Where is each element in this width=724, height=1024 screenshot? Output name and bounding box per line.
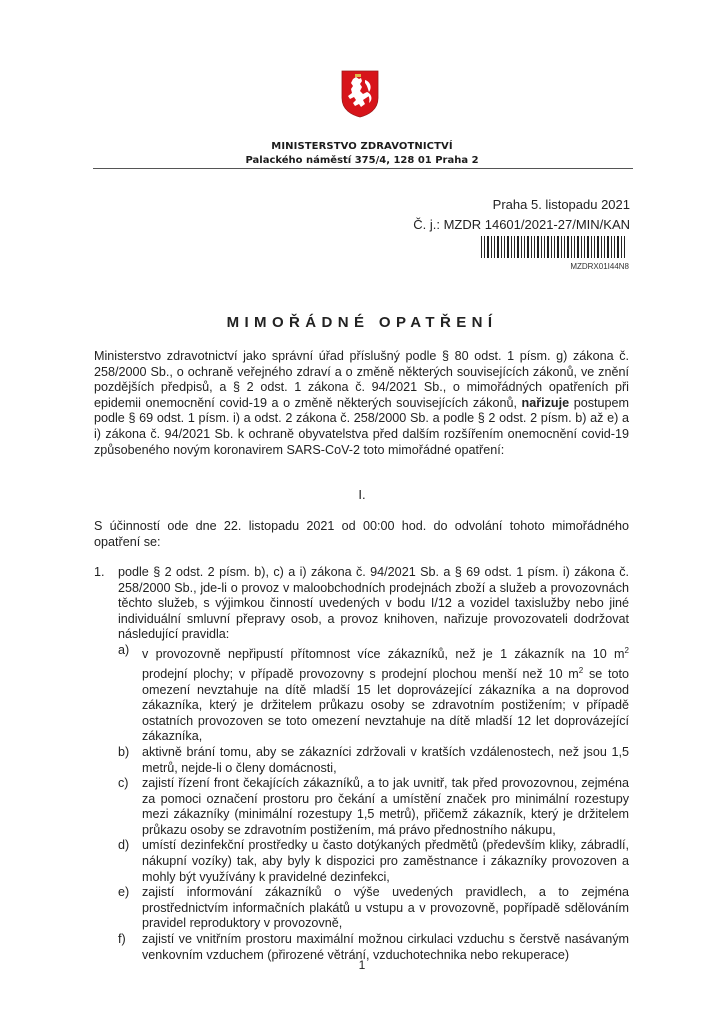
subitem-text: zajistí informování zákazníků o výše uvedených pravidlech, a to zejména prostřednictvím informačních plakátů u vstupu a v provozovně, popřípadě sdělováním pravidel reproduktory v provozovně, <box>142 885 629 931</box>
place-date: Praha 5. listopadu 2021 <box>492 197 630 212</box>
subitem-label: e) <box>118 885 130 900</box>
barcode-bar <box>511 236 512 258</box>
barcode-text: MZDRX01I44N8 <box>570 262 629 271</box>
subitem-text: aktivně brání tomu, aby se zákazníci zdržovali v kratších vzdálenostech, než jsou 1,5 metrů, nejde-li o členy domácnosti, <box>142 744 629 775</box>
barcode-bar <box>494 236 495 258</box>
barcode-bar <box>621 236 622 258</box>
document-title: MIMOŘÁDNÉ OPATŘENÍ <box>226 314 498 331</box>
barcode-bar <box>534 236 535 258</box>
barcode-bar <box>537 236 539 258</box>
barcode-bar <box>531 236 532 258</box>
subitem-label: a) <box>118 642 130 657</box>
barcode-bar <box>497 236 499 258</box>
barcode-bar <box>624 236 625 258</box>
subitem <box>118 776 629 838</box>
barcode-bar <box>514 236 515 258</box>
barcode-bar <box>504 236 505 258</box>
list-item-text: podle § 2 odst. 2 písm. b), c) a i) zákona č. 94/2021 Sb. a § 69 odst. 1 písm. i) zákona č. 258/2000 Sb., jde-li o provoz v maloobchodních prodejnách zboží a služeb a provozovnách těchto služeb, s výjimkou činností uvedených v bodu I/12 a vozidel taxislužby nebo jiné individuální smluvní přepravy osob, a provoz knihoven, nařizuje provozovateli dodržovat následující pravidla: <box>118 565 629 642</box>
barcode-bar <box>564 236 565 258</box>
intro-bold-verb: nařizuje <box>521 395 570 410</box>
barcode-bar <box>507 236 509 258</box>
barcode-bar <box>561 236 562 258</box>
barcode-bar <box>501 236 502 258</box>
barcode-bar <box>557 236 559 258</box>
barcode-bar <box>541 236 542 258</box>
subitem-text: umístí dezinfekční prostředky u často dotýkaných předmětů (především kliky, zábradlí, nákupní vozíky) tak, aby byly k dispozici pro zaměstnance i zákazníky provozoven a mohly být využívány k pravidelné dezinfekci, <box>142 838 629 884</box>
subitem-text: v provozovně nepřipustí přítomnost více zákazníků, než je 1 zákazník na 10 m <box>142 647 625 662</box>
barcode-bar <box>617 236 619 258</box>
barcode-bar <box>551 236 552 258</box>
barcode-bar <box>604 236 605 258</box>
barcode-bar <box>607 236 609 258</box>
subitem-text: se toto omezení nevztahuje na dítě mladší 15 let doprovázející zákazníka a na doprovod zákazníka, který je držitelem průkazu osoby se zdravotním postižením; v případě ostatních provozoven se toto omezení nevztahuje na dítě mladší 12 let doprovázející zákazníka, <box>142 666 629 744</box>
coat-of-arms-logo <box>341 70 379 118</box>
barcode-bar <box>487 236 489 258</box>
subitem-text: zajistí řízení front čekajících zákazníků, a to jak uvnitř, tak před provozovnou, zejména za pomoci označení prostoru pro čekání a umístění značek pro minimální rozestupy mezi zákazníky (minimální rozestupy 1,5 metrů), přičemž zákazník, který je držitelem průkazu osoby se zdravotním postižením, má právo přednostního nákupu, <box>142 776 629 837</box>
intro-paragraph <box>94 349 629 458</box>
barcode <box>481 236 627 258</box>
section-number: I. <box>358 487 366 502</box>
ministry-name: MINISTERSTVO ZDRAVOTNICTVÍ <box>271 141 453 152</box>
barcode-bar <box>601 236 602 258</box>
barcode-bar <box>594 236 595 258</box>
barcode-bar <box>521 236 522 258</box>
barcode-bar <box>577 236 579 258</box>
barcode-bar <box>544 236 545 258</box>
barcode-bar <box>584 236 585 258</box>
barcode-bar <box>491 236 492 258</box>
subitem-text: prodejní plochy; v případě provozovny s prodejní plochou menší než 10 m <box>142 666 579 681</box>
barcode-bar <box>581 236 582 258</box>
barcode-bar <box>524 236 525 258</box>
superscript: 2 <box>624 645 629 655</box>
barcode-bar <box>484 236 485 258</box>
subitem <box>118 642 629 745</box>
barcode-bar <box>587 236 589 258</box>
header-divider <box>93 168 633 169</box>
intro-text-start: Ministerstvo zdravotnictví jako správní úřad příslušný podle § 80 odst. 1 písm. g) zákona č. 258/2000 Sb., o ochraně veřejného zdraví a o změně některých souvisejících zákonů, ve znění pozdějších předpisů, a § 2 odst. 1 zákona č. 94/2021 Sb., o mimořádných opatřeních při epidemii onemocnění covid-19 a o změně některých souvisejících zákonů, <box>94 349 629 410</box>
barcode-bar <box>567 236 569 258</box>
effect-paragraph: S účinností ode dne 22. listopadu 2021 od 00:00 hod. do odvolání tohoto mimořádného opatření se: <box>94 519 629 549</box>
list-item <box>94 565 629 963</box>
barcode-bar <box>481 236 482 258</box>
subitem-label: c) <box>118 776 129 791</box>
barcode-bar <box>591 236 592 258</box>
subitem-label: f) <box>118 932 126 947</box>
list-item-number: 1. <box>94 565 105 579</box>
subitem-label: b) <box>118 744 130 759</box>
barcode-bar <box>597 236 599 258</box>
barcode-bar <box>547 236 549 258</box>
subitem-label: d) <box>118 838 130 853</box>
subitem <box>118 838 629 885</box>
barcode-bar <box>571 236 572 258</box>
barcode-bar <box>554 236 555 258</box>
subitem-text: zajistí ve vnitřním prostoru maximální možnou cirkulaci vzduchu s čerstvě nasávaným venkovním vzduchem (přirozené větrání, vzduchotechnika nebo rekuperace) <box>142 932 629 962</box>
page-number: 1 <box>358 958 366 972</box>
superscript: 2 <box>578 665 584 675</box>
barcode-bar <box>527 236 529 258</box>
ministry-address: Palackého náměstí 375/4, 128 01 Praha 2 <box>245 155 479 166</box>
intro-text-end: postupem podle § 69 odst. 1 písm. i) a odst. 2 zákona č. 258/2000 Sb. a podle § 2 odst. 2 písm. b) až e) a i) zákona č. 94/2021 Sb. k ochraně obyvatelstva před dalším rozšířením onemocnění covid-19 způsobeného novým koronavirem SARS-CoV-2 toto mimořádné opatření: <box>94 395 629 457</box>
subitem <box>118 744 629 776</box>
barcode-bar <box>517 236 519 258</box>
subitem <box>118 885 629 932</box>
barcode-bar <box>611 236 612 258</box>
barcode-bar <box>614 236 615 258</box>
barcode-bar <box>574 236 575 258</box>
reference-number: Č. j.: MZDR 14601/2021-27/MIN/KAN <box>413 217 630 232</box>
